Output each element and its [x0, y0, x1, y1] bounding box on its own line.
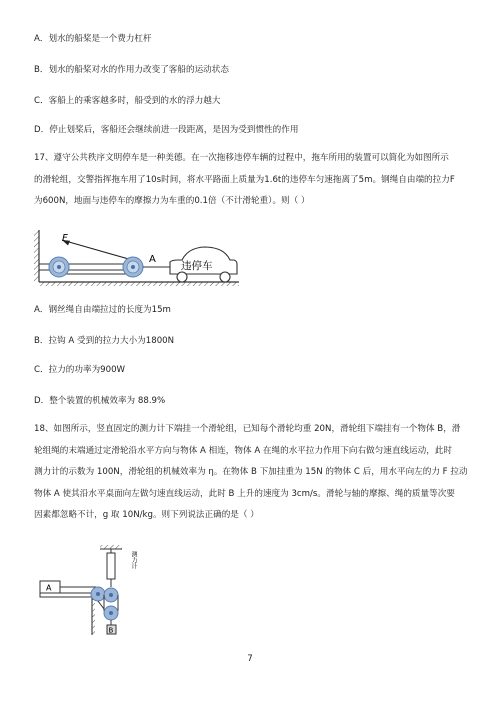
- q18-upper-pulley: [104, 588, 118, 602]
- q17-ground: [39, 282, 239, 286]
- q18-table: [40, 593, 92, 597]
- q18-block-b-label: B: [108, 626, 114, 635]
- q17-option-a: A．钢丝绳自由端拉过的长度为15m: [34, 305, 171, 315]
- q16-option-c: C．客船上的乘客越多时，船受到的水的浮力越大: [34, 96, 221, 106]
- q17-stem-line-1: 17、遵守公共秩序文明停车是一种美德。在一次拖移违停车辆的过程中，拖车所用的装置可以简化为如图所示: [34, 153, 449, 163]
- q18-block-a-label: A: [46, 583, 52, 593]
- q18-figure: [36, 543, 144, 639]
- q17-stem-line-2: 的滑轮组，交警指挥拖车用了10s时间，将水平路面上质量为1.6t的违停车匀速拖离了5m。钢绳自由端的拉力F: [34, 174, 455, 185]
- q16-option-b: B．划水的船桨对水的作用力改变了客船的运动状态: [34, 65, 229, 75]
- q17-wall: [34, 230, 39, 282]
- q16-option-d: D．停止划桨后，客船还会继续前进一段距离，是因为受到惯性的作用: [34, 125, 299, 135]
- q17-option-b: B．拉钩 A 受到的拉力大小为1800N: [34, 336, 175, 346]
- q18-stem-line-5: 因素都忽略不计，g 取 10N/kg。则下列说法正确的是（ ）: [34, 510, 259, 520]
- q17-stem: [34, 148, 466, 213]
- q17-option-d: D．整个装置的机械效率为 88.9%: [34, 396, 166, 406]
- q18-stem-line-4: 物体 A 使其沿水平桌面向左做匀速直线运动，此时 B 上升的速度为 3cm/s。滑轮与轴的摩擦、绳的质量等次要: [34, 488, 455, 499]
- q18-meter-label: [119, 550, 137, 570]
- q18-stem: [34, 419, 466, 527]
- q18-fixed-pulley: [91, 587, 105, 601]
- q17-figure: [32, 226, 244, 288]
- q18-stem-line-2: 轮组绳的末端通过定滑轮沿水平方向与物体 A 相连，物体 A 在绳的水平拉力作用下向右做匀速直线运动，此时: [34, 445, 452, 456]
- q17-car-label: 违停车: [181, 260, 213, 272]
- q17-car: [170, 247, 237, 282]
- q18-meter-label-text: 测力计: [119, 551, 137, 558]
- q18-lower-pulley: [104, 606, 118, 620]
- q18-ceiling: [100, 545, 122, 549]
- q17-pulley-right: [123, 257, 143, 277]
- q17-option-c: C．拉力的功率为900W: [34, 365, 126, 375]
- q18-stem-line-1: 18、如图所示，竖直固定的测力计下端挂一个滑轮组，已知每个滑轮均重 20N，滑轮组下端挂有一个物体 B，滑: [34, 424, 461, 434]
- page-number: 7: [247, 654, 253, 664]
- q17-force-label: F: [62, 233, 68, 244]
- q17-pulley-left: [49, 257, 69, 277]
- q18-stem-line-3: 测力计的示数为 100N，滑轮组的机械效率为 η。在物体 B 下加挂重为 15N 的物体 C 后，用水平向左的力 F 拉动: [34, 467, 468, 477]
- q17-pulley-label: A: [149, 254, 156, 265]
- q16-option-a: A．划水的船桨是一个费力杠杆: [34, 34, 152, 44]
- q18-spring-scale: [107, 553, 115, 579]
- q17-stem-line-3: 为600N，地面与违停车的摩擦力为车重的0.1倍（不计滑轮重）。则（ ）: [34, 196, 310, 206]
